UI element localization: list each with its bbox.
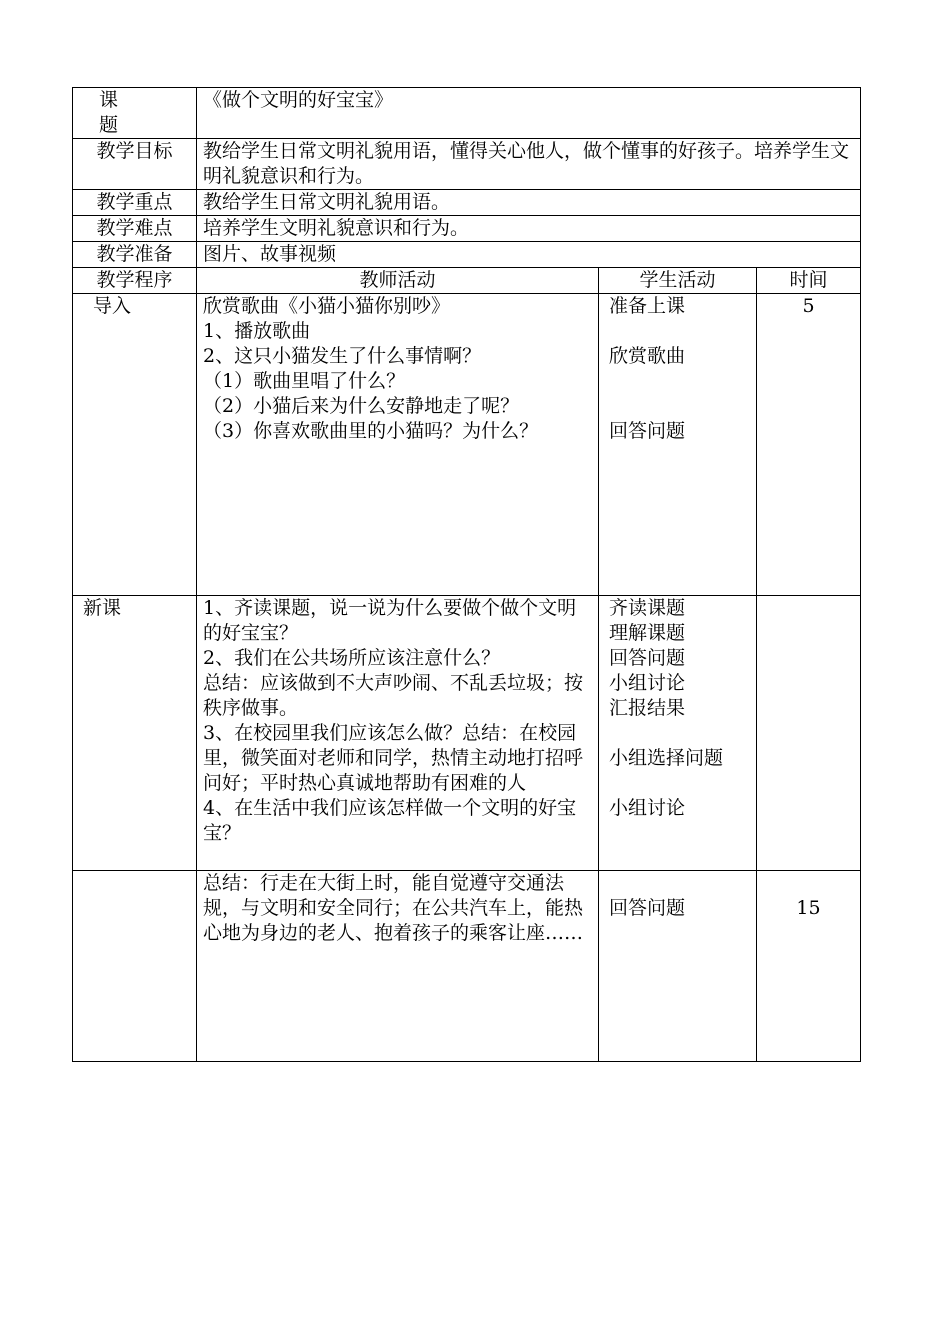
label-objectives: 教学目标 xyxy=(73,139,197,190)
value-difficulties: 培养学生文明礼貌意识和行为。 xyxy=(197,216,861,242)
teacher-activity-summary: 总结：行走在大街上时，能自觉遵守交通法规，与文明和安全同行；在公共汽车上，能热心地为身边的老人、抱着孩子的乘客让座…… xyxy=(197,871,599,1062)
header-teacher-activity: 教师活动 xyxy=(197,268,599,294)
label-topic: 课 题 xyxy=(73,88,197,139)
header-procedure: 教学程序 xyxy=(73,268,197,294)
label-preparation: 教学准备 xyxy=(73,242,197,268)
student-activity-new-lesson: 齐读课题 理解课题 回答问题 小组讨论 汇报结果 小组选择问题 小组讨论 xyxy=(599,596,757,871)
row-summary xyxy=(73,871,861,1062)
header-student-activity: 学生活动 xyxy=(599,268,757,294)
row-new-lesson xyxy=(73,596,861,871)
row-key-points xyxy=(73,190,861,216)
stage-intro: 导入 xyxy=(73,294,197,596)
teacher-activity-intro: 欣赏歌曲《小猫小猫你别吵》 1、播放歌曲 2、这只小猫发生了什么事情啊？ （1）歌曲里唱了什么？ （2）小猫后来为什么安静地走了呢？ （3）你喜欢歌曲里的小猫吗？为什么？ xyxy=(197,294,599,596)
time-new-lesson xyxy=(757,596,861,871)
student-activity-intro: 准备上课 欣赏歌曲 回答问题 xyxy=(599,294,757,596)
lesson-plan-table xyxy=(72,87,861,1062)
row-intro xyxy=(73,294,861,596)
value-objectives: 教给学生日常文明礼貌用语，懂得关心他人，做个懂事的好孩子。培养学生文明礼貌意识和行为。 xyxy=(197,139,861,190)
value-key-points: 教给学生日常文明礼貌用语。 xyxy=(197,190,861,216)
header-time: 时间 xyxy=(757,268,861,294)
row-topic xyxy=(73,88,861,139)
stage-new-lesson: 新课 xyxy=(73,596,197,871)
label-key-points: 教学重点 xyxy=(73,190,197,216)
row-preparation xyxy=(73,242,861,268)
time-intro: 5 xyxy=(757,294,861,596)
stage-summary xyxy=(73,871,197,1062)
value-preparation: 图片、故事视频 xyxy=(197,242,861,268)
value-topic: 《做个文明的好宝宝》 xyxy=(197,88,861,139)
row-difficulties xyxy=(73,216,861,242)
time-summary: 15 xyxy=(757,871,861,1062)
row-column-headers xyxy=(73,268,861,294)
row-objectives xyxy=(73,139,861,190)
label-difficulties: 教学难点 xyxy=(73,216,197,242)
student-activity-summary: 回答问题 xyxy=(599,871,757,1062)
teacher-activity-new-lesson: 1、齐读课题，说一说为什么要做个做个文明的好宝宝？ 2、我们在公共场所应该注意什么？ 总结：应该做到不大声吵闹、不乱丢垃圾；按秩序做事。 3、在校园里我们应该怎么做？总结：在校园里，微笑面对老师和同学，热情主动地打招呼问好；平时热心真诚地帮助有困难的人 4、在生活中我们应该怎样做一个文明的好宝宝？ xyxy=(197,596,599,871)
